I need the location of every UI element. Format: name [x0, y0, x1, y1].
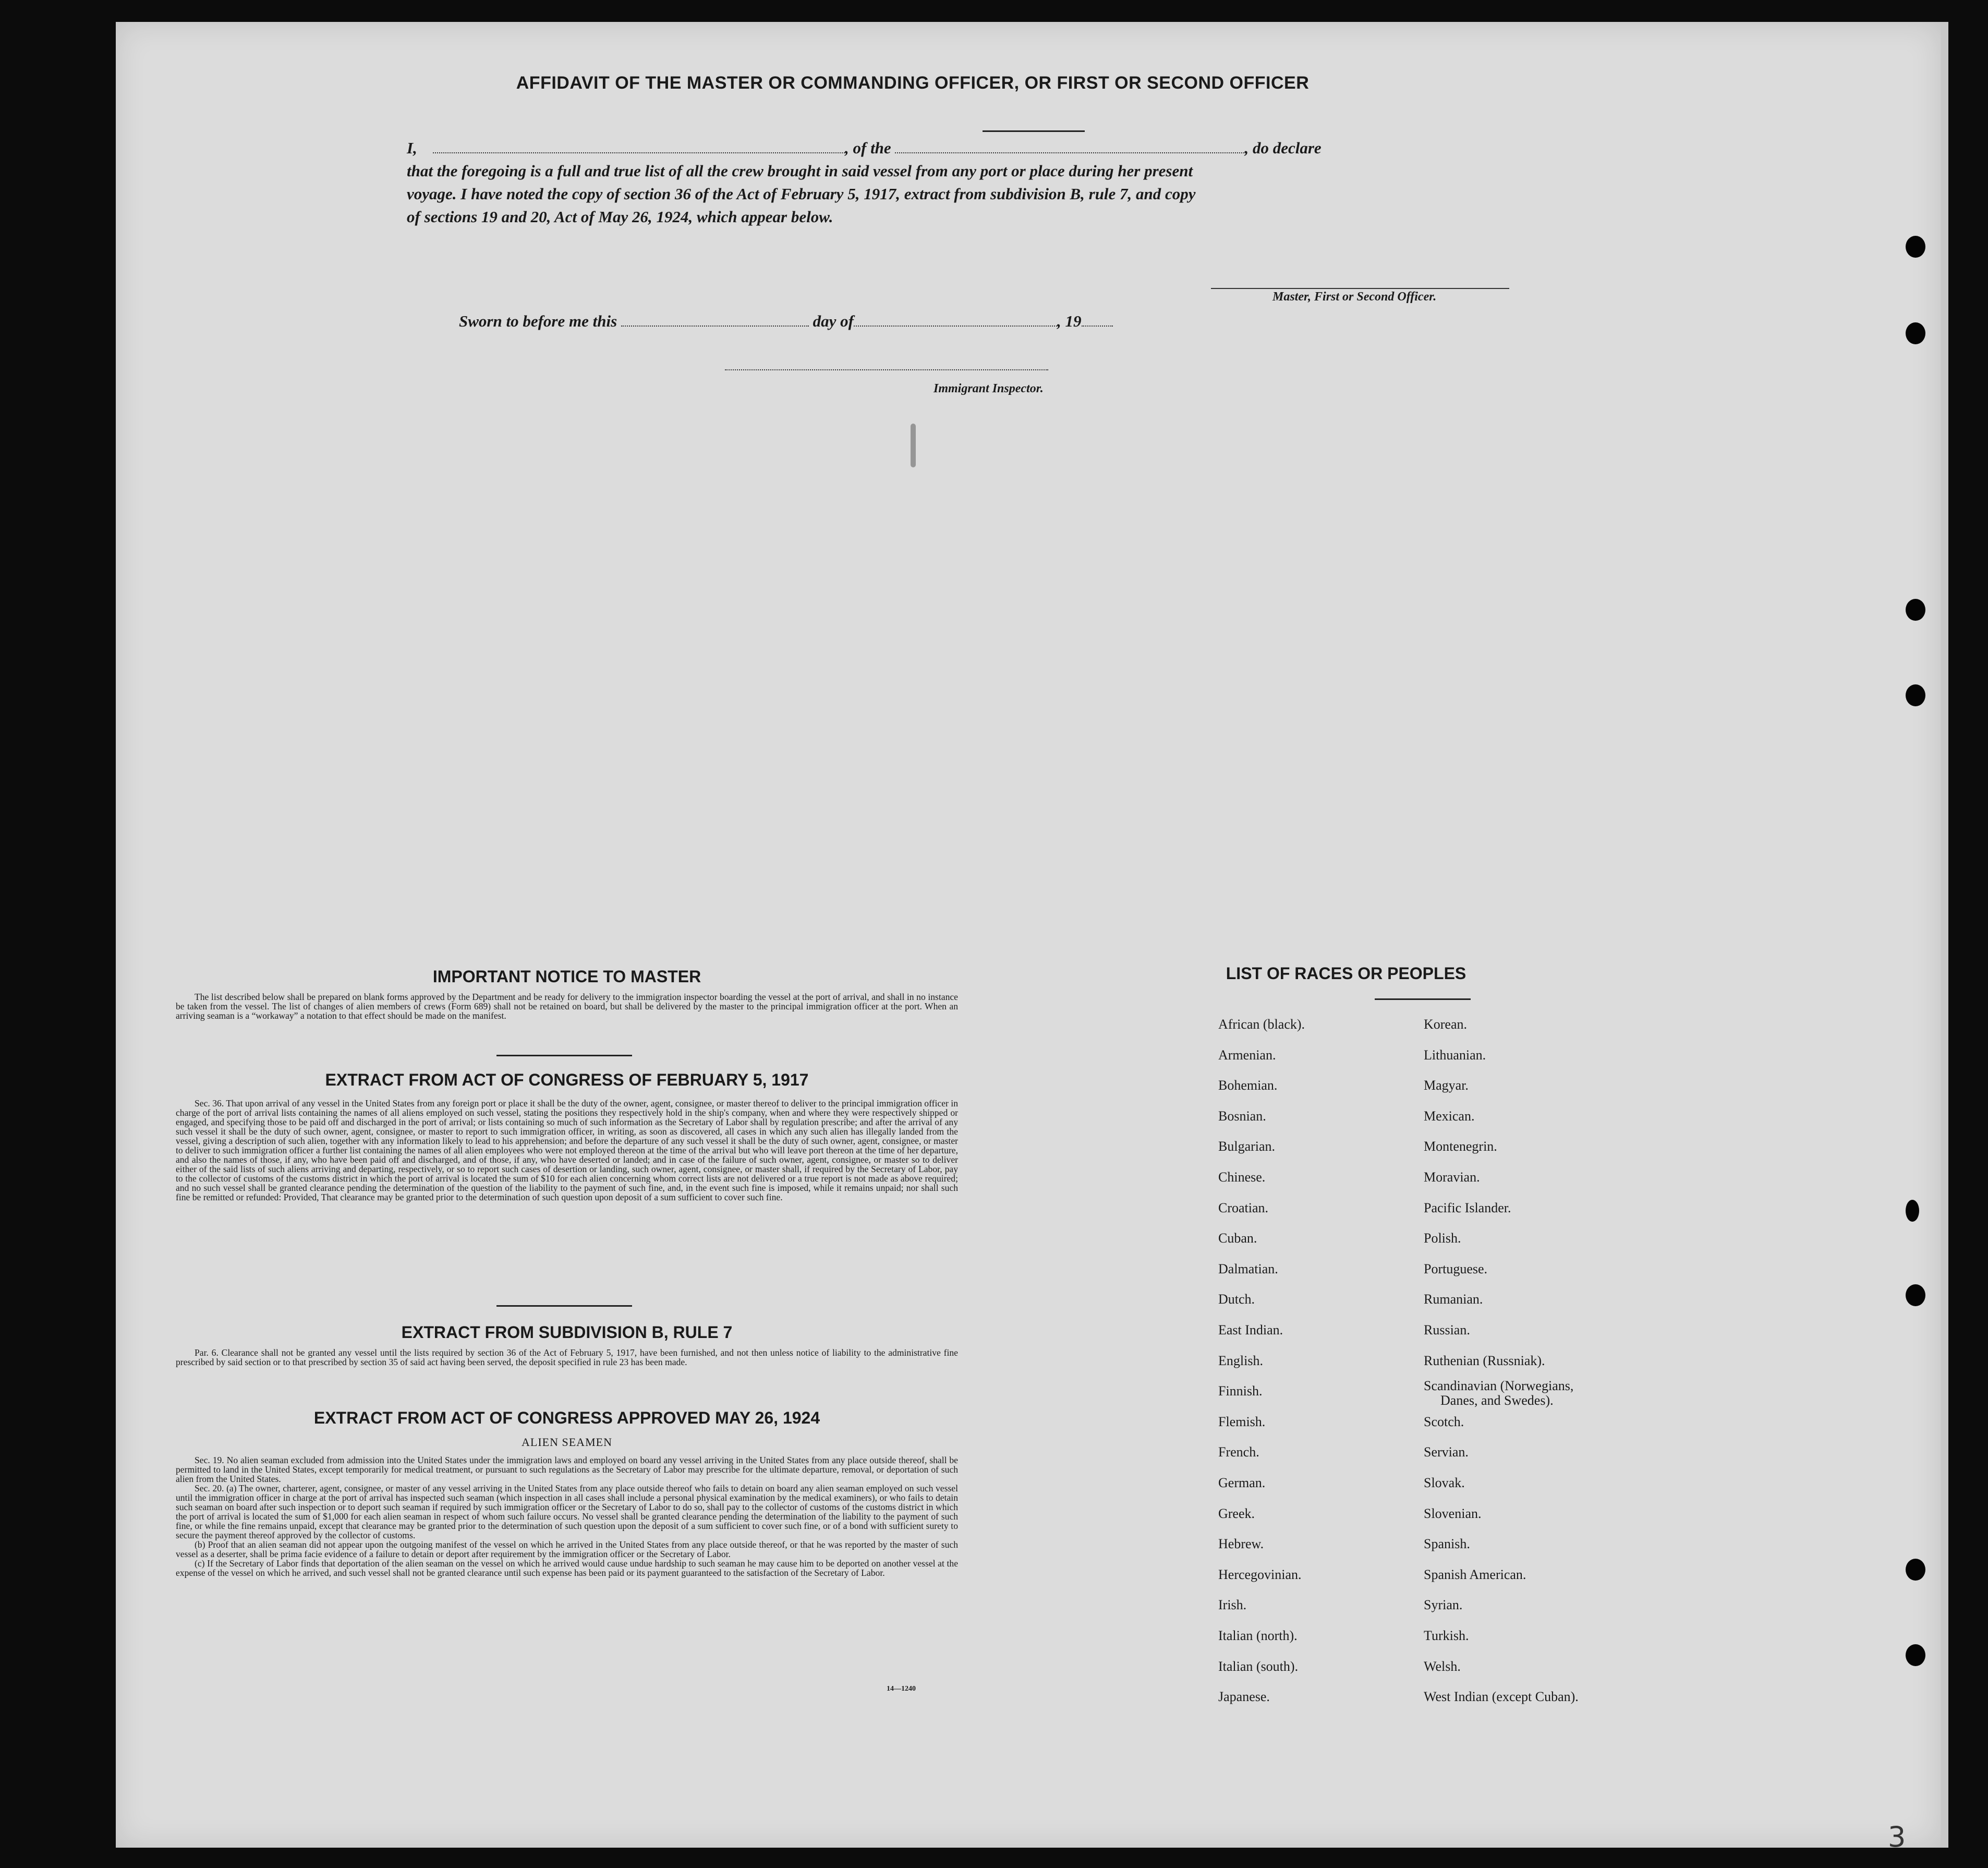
races-title: LIST OF RACES OR PEOPLES: [1226, 964, 1466, 983]
race-item: Cuban.: [1218, 1231, 1257, 1246]
race-item: Dalmatian.: [1218, 1261, 1278, 1276]
affidavit-body: [407, 137, 1544, 228]
section-19-text: Sec. 19. No alien seaman excluded from admission into the United States under the immigration laws and employed on board any vessel arriving in the United States from any place outside thereof, shall be permitted to land in the United States, except temporarily for medical treatment, or pursuant to such regulations as the Secretary of Labor may prescribe for the ultimate departure, removal, or deportation of such alien from the United States.: [176, 1455, 958, 1484]
race-item: Hebrew.: [1218, 1536, 1264, 1552]
race-item: Dutch.: [1218, 1292, 1255, 1307]
race-item: Hercegovinian.: [1218, 1566, 1302, 1582]
punch-hole: [1906, 1559, 1925, 1581]
race-item: East Indian.: [1218, 1322, 1283, 1337]
race-item: Welsh.: [1424, 1658, 1461, 1674]
race-item: French.: [1218, 1444, 1259, 1460]
rule7-body: [176, 1348, 958, 1367]
sworn-month-field[interactable]: [854, 322, 1057, 327]
race-item: Rumanian.: [1424, 1292, 1483, 1307]
punch-hole: [1906, 1644, 1925, 1666]
race-item: Spanish.: [1424, 1536, 1470, 1552]
notice-body: [176, 992, 958, 1020]
inspector-signature-line[interactable]: [725, 369, 1048, 370]
race-item: Spanish American.: [1424, 1566, 1526, 1582]
punch-hole: [1906, 684, 1925, 706]
punch-hole: [1906, 1284, 1925, 1306]
alien-seamen-subtitle: ALIEN SEAMEN: [522, 1436, 612, 1449]
section-36-text: Sec. 36. That upon arrival of any vessel in the United States from any foreign port or place it shall be the duty of the owner, agent, consignee, or master thereof to deliver to the principal immigration officer in charge of the port of arrival lists containing the names of all aliens employed on such vessel, stating the positions they respectively hold in the ship's company, when and where they were respectively shipped or engaged, and specifying those to be paid off and discharged in the port of arrival; or lists containing so much of such information as the Secretary of Labor shall by regulation prescribe; and after the arrival of any such vessel it shall be the duty of such owner, agent, consignee, or master to report to such immigration officer, in writing, as soon as discovered, all cases in which any such alien has illegally landed from the vessel, giving a description of such alien, together with any information likely to lead to his apprehension; and before the departure of any such vessel it shall be the duty of such owner, agent, consignee, or master to deliver to such immigration officer a further list containing the names of all alien employees who were not employed thereon at the time of the arrival but who will leave port thereon at the time of her departure, and also the names of those, if any, who have been paid off and discharged, and of those, if any, who have deserted or landed; and in case of the failure of such owner, agent, consignee, or master so to deliver either of the said lists of such aliens arriving and departing, respectively, or so to report such cases of desertion or landing, such owner, agent, consignee, or master shall, if required by the Secretary of Labor, pay to the collector of customs of the customs district in which the port of arrival is located the sum of $10 for each alien concerning whom correct lists are not delivered or a true report is not made as above required; and no such vessel shall be granted clearance pending the determination of the question of the liability to the payment of such fine, and, in the event such fine is imposed, while it remains unpaid; nor shall such fine be remitted or refunded: Provided, That clearance may be granted prior to the determination of such question upon deposit of a sum sufficient to cover such fine.: [176, 1098, 958, 1202]
affidavit-line-2: that the foregoing is a full and true list of all the crew brought in said vessel from any port or place during her present: [407, 162, 1193, 180]
race-item: Irish.: [1218, 1597, 1247, 1613]
race-item: Slovenian.: [1424, 1505, 1482, 1521]
affidavit-i: I,: [407, 139, 417, 157]
race-item: Mexican.: [1424, 1108, 1475, 1124]
section-20b-text: (b) Proof that an alien seaman did not appear upon the outgoing manifest of the vessel on which he arrived in the United States from any place outside thereof, or that he was reported by the master of such vessel as a deserter, shall be prima facie evidence of a failure to detain or deport after requirement by the immigration officer or the Secretary of Labor.: [176, 1539, 958, 1559]
sworn-day-label: day of: [813, 312, 854, 330]
affidavit-line-4: of sections 19 and 20, Act of May 26, 1924, which appear below.: [407, 208, 833, 226]
race-item: Syrian.: [1424, 1597, 1463, 1613]
affidavit-line-3: voyage. I have noted the copy of section 36 of the Act of February 5, 1917, extract from subdivision B, rule 7, and copy: [407, 185, 1196, 203]
inspector-label: Immigrant Inspector.: [934, 382, 1044, 395]
race-item: Japanese.: [1218, 1689, 1270, 1705]
race-item: German.: [1218, 1475, 1266, 1490]
race-item: Bosnian.: [1218, 1108, 1266, 1124]
extract-1917-title: EXTRACT FROM ACT OF CONGRESS OF FEBRUARY 5, 1917: [325, 1070, 809, 1089]
race-item: Danes, and Swedes).: [1440, 1393, 1554, 1408]
race-item: Portuguese.: [1424, 1261, 1488, 1276]
race-item: Croatian.: [1218, 1200, 1269, 1215]
race-item: Turkish.: [1424, 1628, 1469, 1643]
race-item: English.: [1218, 1353, 1263, 1368]
section-20a-text: Sec. 20. (a) The owner, charterer, agent, consignee, or master of any vessel arriving in the United States from any place outside thereof who fails to detain on board any alien seaman employed on such vessel until the immigration officer in charge at the port of arrival has inspected such seaman (which inspection in all cases shall include a personal physical examination by the medical examiners), or who fails to detain such seaman on board after such inspection or to deport such seaman if required by such immigration officer or the Secretary of Labor to do so, shall pay to the collector of customs of the customs district in which the port of arrival is located the sum of $1,000 for each alien seaman in respect of whom such failure occurs. No vessel shall be granted clearance pending the determination of the liability to the payment of such fine, or while the fine remains unpaid, except that clearance may be granted prior to the determination of such question upon the deposit of a sum sufficient to cover such fine, or of a bond with sufficient surety to secure the payment thereof approved by the collector of customs.: [176, 1483, 958, 1540]
form-code: 14—1240: [887, 1685, 916, 1693]
affidavit-title: AFFIDAVIT OF THE MASTER OR COMMANDING OFFICER, OR FIRST OR SECOND OFFICER: [516, 73, 1310, 93]
affidavit-of: , of the: [845, 139, 891, 157]
paragraph-6-text: Par. 6. Clearance shall not be granted any vessel until the lists required by section 36 of the Act of February 5, 1917, have been furnished, and not then unless notice of liability to the administrative fine prescribed by said section or to that prescribed by section 35 of said act having been served, the deposit specified in rule 23 has been made.: [176, 1347, 958, 1367]
race-item: Ruthenian (Russniak).: [1424, 1353, 1545, 1368]
notice-text: The list described below shall be prepared on blank forms approved by the Department and be ready for delivery to the immigration inspector boarding the vessel at the port of arrival, and shall in no instance be taken from the vessel. The list of changes of alien members of crews (Form 689) shall not be retained on board, but shall be delivered by the master to the principal immigration officer at the port. When an arriving seaman is a “workaway” a notation to that effect should be made on the manifest.: [176, 992, 958, 1021]
race-item: Moravian.: [1424, 1170, 1480, 1185]
master-signature-line[interactable]: [1211, 288, 1509, 289]
extract-1917-body: [176, 1099, 958, 1202]
divider: [496, 1305, 632, 1307]
extract-1924-title: EXTRACT FROM ACT OF CONGRESS APPROVED MAY 26, 1924: [313, 1408, 820, 1427]
name-field[interactable]: [433, 149, 845, 153]
divider: [496, 1055, 632, 1056]
race-item: Korean.: [1424, 1017, 1468, 1032]
affidavit-declare: , do declare: [1244, 139, 1322, 157]
sworn-statement: [459, 312, 1113, 331]
race-item: Italian (north).: [1218, 1628, 1298, 1643]
race-item: Russian.: [1424, 1322, 1470, 1337]
race-item: Italian (south).: [1218, 1658, 1299, 1674]
race-item: Armenian.: [1218, 1047, 1276, 1063]
race-item: Scandinavian (Norwegians,: [1424, 1378, 1574, 1394]
race-item: Montenegrin.: [1424, 1139, 1497, 1154]
race-item: Bohemian.: [1218, 1078, 1278, 1093]
race-item: African (black).: [1218, 1017, 1305, 1032]
affidavit-line-1: [407, 137, 1544, 160]
race-item: Finnish.: [1218, 1383, 1263, 1399]
race-item: Lithuanian.: [1424, 1047, 1486, 1063]
punch-hole: [1906, 599, 1925, 621]
extract-1924-body: [176, 1455, 958, 1577]
punch-hole: [1906, 322, 1925, 344]
race-item: Chinese.: [1218, 1170, 1266, 1185]
sworn-year-label: , 19: [1057, 312, 1082, 330]
race-item: Slovak.: [1424, 1475, 1465, 1490]
race-item: Servian.: [1424, 1444, 1469, 1460]
section-20c-text: (c) If the Secretary of Labor finds that deportation of the alien seaman on the vessel on which he arrived would cause undue hardship to such seaman he may cause him to be deported on another vessel at the expense of the vessel on which he arrived, and such vessel shall not be granted clearance until such expense has been paid or its payment guaranteed to the satisfaction of the Secretary of Labor.: [176, 1558, 958, 1578]
page-edge: [1941, 22, 1948, 1848]
page-number-mark: 3: [1888, 1821, 1906, 1853]
race-item: Bulgarian.: [1218, 1139, 1276, 1154]
divider: [983, 130, 1085, 132]
punch-hole: [1906, 236, 1925, 258]
sworn-year-field[interactable]: [1082, 322, 1113, 327]
race-item: Scotch.: [1424, 1414, 1464, 1429]
race-item: Flemish.: [1218, 1414, 1266, 1429]
sworn-date-field[interactable]: [621, 322, 809, 327]
rule7-title: EXTRACT FROM SUBDIVISION B, RULE 7: [401, 1323, 733, 1342]
divider: [1375, 998, 1471, 1000]
race-item: Magyar.: [1424, 1078, 1469, 1093]
race-item: Pacific Islander.: [1424, 1200, 1511, 1215]
race-item: West Indian (except Cuban).: [1424, 1689, 1579, 1705]
sworn-prefix: Sworn to before me this: [459, 312, 617, 330]
race-item: Greek.: [1218, 1505, 1255, 1521]
paper-blemish: [911, 424, 916, 467]
notice-title: IMPORTANT NOTICE TO MASTER: [432, 967, 701, 986]
race-item: Polish.: [1424, 1231, 1461, 1246]
vessel-field[interactable]: [895, 149, 1244, 153]
master-signature-label: Master, First or Second Officer.: [1272, 290, 1437, 304]
punch-hole: [1906, 1200, 1919, 1222]
